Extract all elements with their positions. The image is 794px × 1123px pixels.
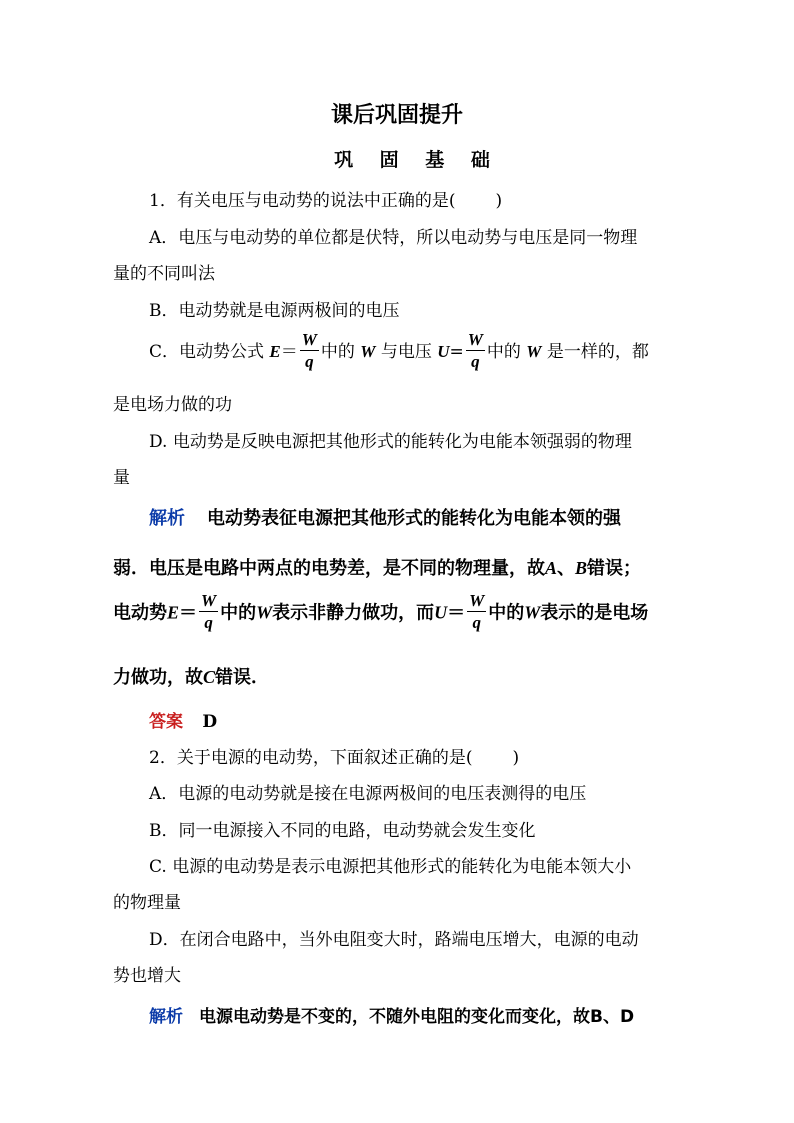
fraction-w-over-q: $\frac{W}{q}$ xyxy=(301,330,317,371)
q1-stem: 1．有关电压与电动势的说法中正确的是( ) xyxy=(149,191,503,211)
q2-stem: 2．关于电源的电动势，下面叙述正确的是( ) xyxy=(149,748,520,768)
q2-option-d-line1: D．在闭合电路中，当外电阻变大时，路端电压增大，电源的电动 xyxy=(149,930,639,950)
q2-option-a: A．电源的电动势就是接在电源两极间的电压表测得的电压 xyxy=(149,784,587,804)
q1-solution-line3: 电动势E＝ $\frac{W}{q}$ 中的W表示非静力做功，而U＝ $\frac{W}{q}$ 中的W表示的是电场 xyxy=(113,591,649,632)
answer-value: D xyxy=(202,712,218,732)
q1-option-c-line2: 是电场力做的功 xyxy=(113,395,232,415)
fraction-w-over-q: $\frac{W}{q}$ xyxy=(469,591,485,632)
q1-option-b: B．电动势就是电源两极间的电压 xyxy=(149,301,400,321)
solution-label: 解析 xyxy=(149,508,185,529)
q2-option-b: B．同一电源接入不同的电路，电动势就会发生变化 xyxy=(149,821,536,841)
q2-option-c-line2: 的物理量 xyxy=(113,893,181,913)
q1-solution-line2: 弱．电压是电路中两点的电势差，是不同的物理量，故A、B错误； xyxy=(113,558,642,579)
q1-option-a-line1: A．电压与电动势的单位都是伏特，所以电动势与电压是同一物理 xyxy=(149,228,638,248)
q2-solution-line1: 解析 电源电动势是不变的，不随外电阻的变化而变化，故B、D xyxy=(149,1007,635,1027)
q1-solution-line1: 解析 电动势表征电源把其他形式的能转化为电能本领的强 xyxy=(149,508,621,529)
q2-option-d-line2: 势也增大 xyxy=(113,966,181,986)
fraction-w-over-q: $\frac{W}{q}$ xyxy=(201,591,217,632)
q1-option-d-line2: 量 xyxy=(113,468,130,488)
q1-option-a-line2: 量的不同叫法 xyxy=(113,264,215,284)
q1-answer xyxy=(149,707,217,732)
answer-label: 答案 xyxy=(149,712,183,732)
q1-option-c-line1: C．电动势公式 E＝ $\frac{W}{q}$ 中的 W 与电压 U= $\frac{W}{q}$ 中的 W 是一样的，都 xyxy=(149,330,649,371)
page-title: 课后巩固提升 xyxy=(330,102,463,128)
section-heading: 巩 固 基 础 xyxy=(334,149,500,171)
fraction-w-over-q: $\frac{W}{q}$ xyxy=(467,330,483,371)
q1-solution-line4: 力做功，故C错误． xyxy=(113,667,270,688)
solution-label: 解析 xyxy=(149,1007,183,1027)
q2-option-c-line1: C. 电源的电动势是表示电源把其他形式的能转化为电能本领大小 xyxy=(149,857,632,877)
q1-option-d-line1: D. 电动势是反映电源把其他形式的能转化为电能本领强弱的物理 xyxy=(149,432,632,452)
